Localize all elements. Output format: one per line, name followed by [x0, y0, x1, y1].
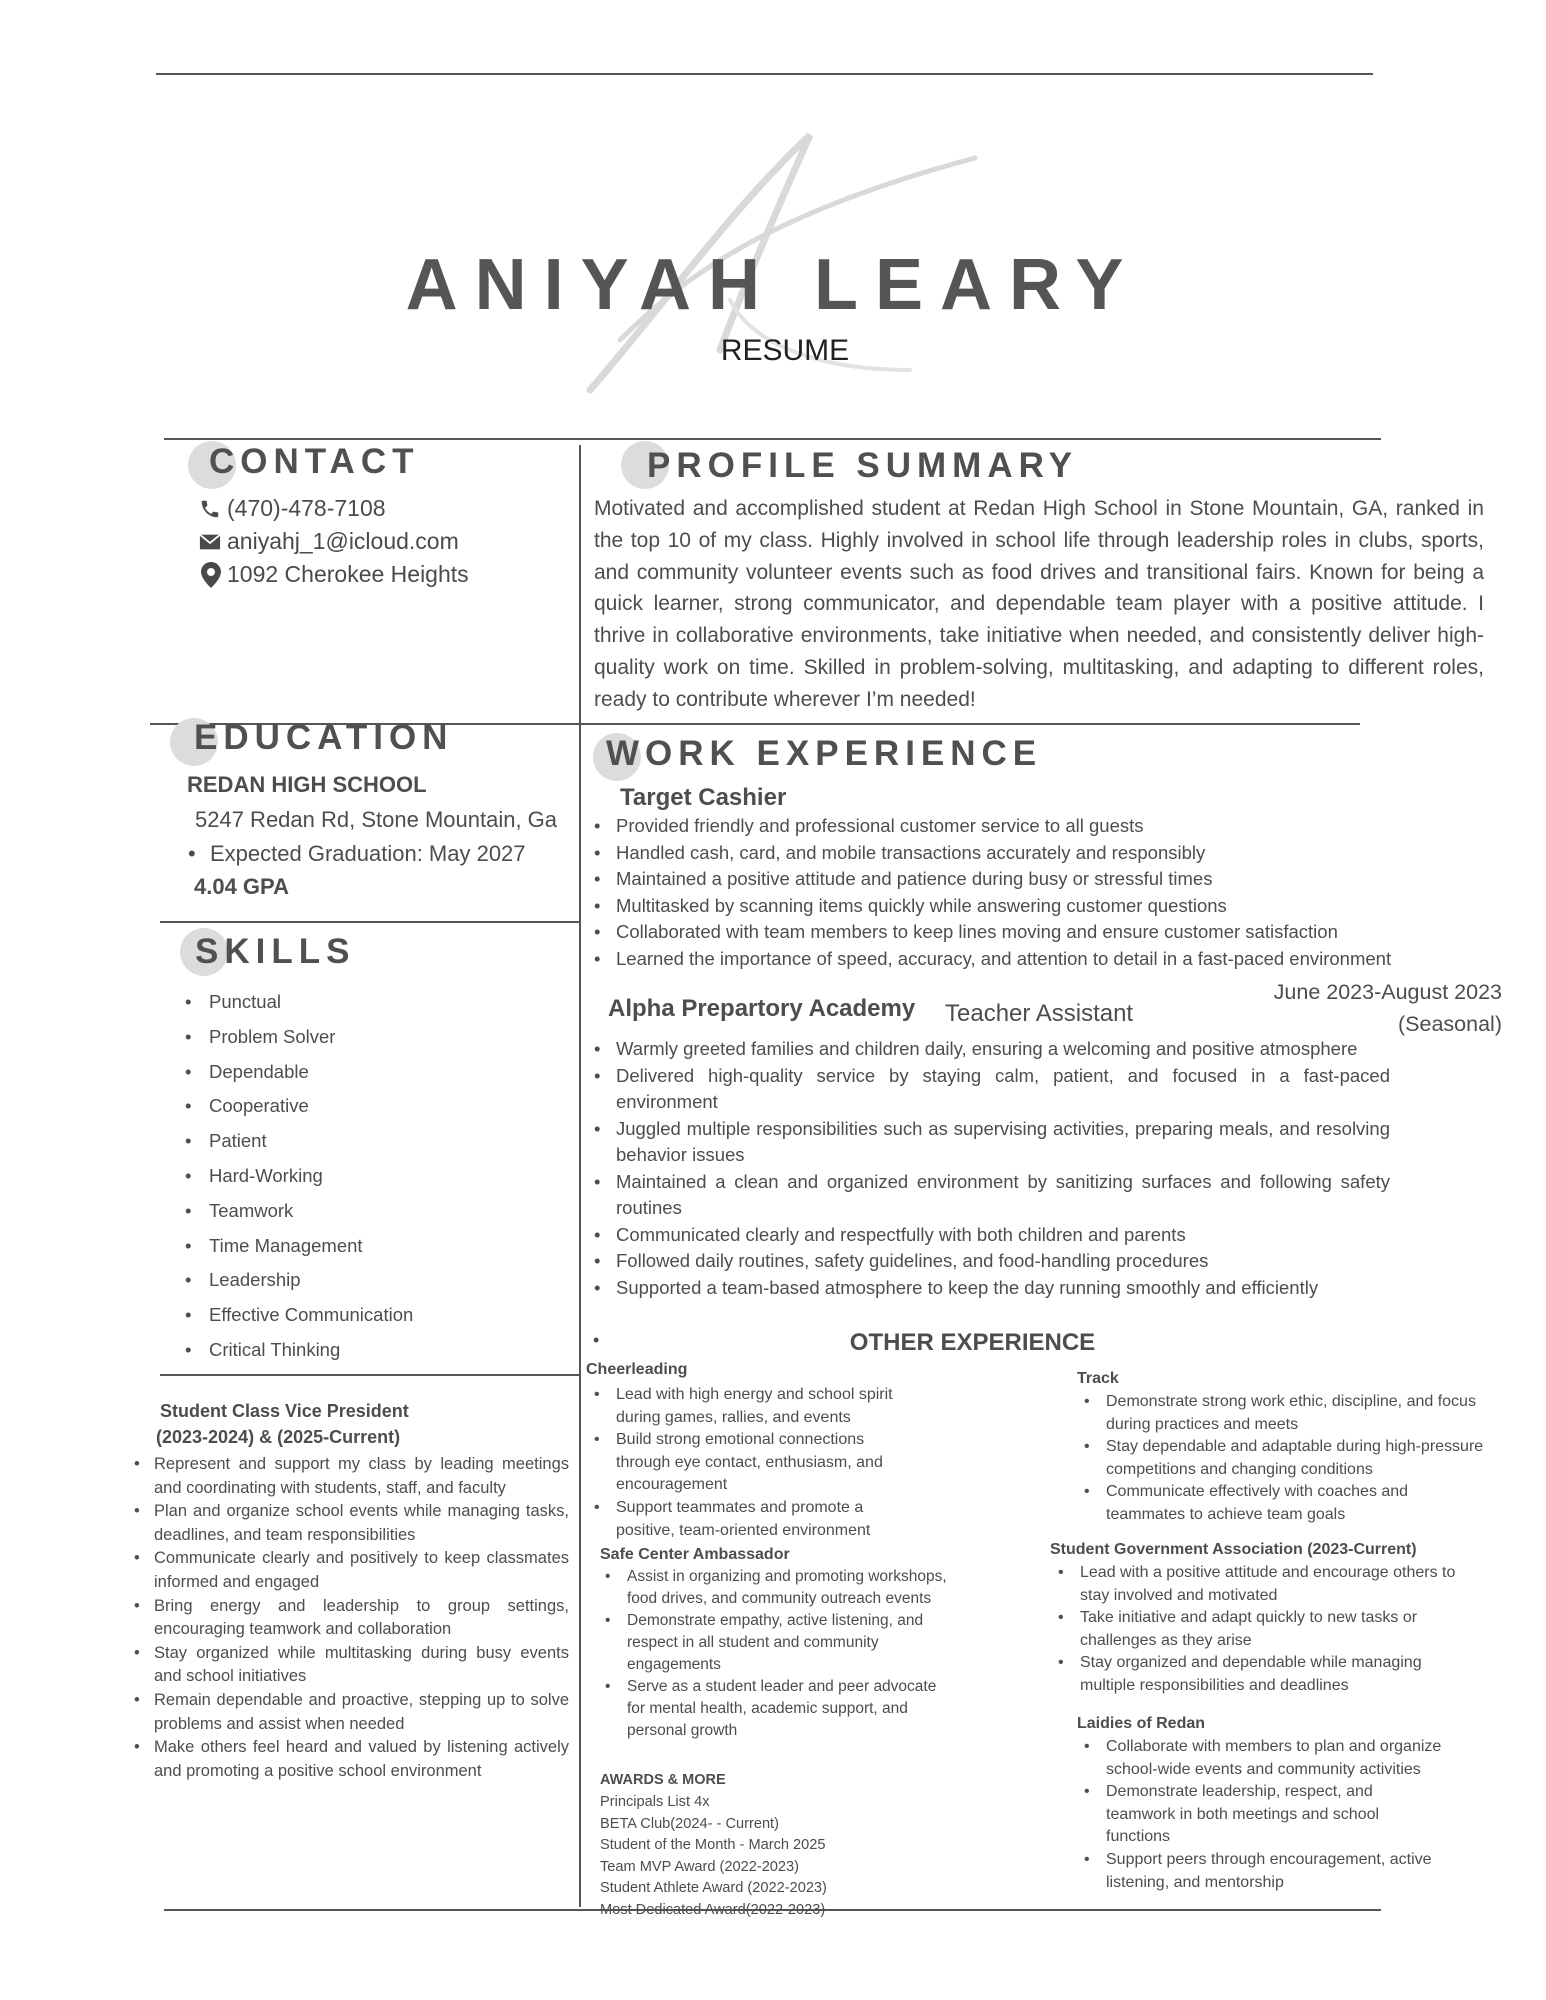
phone-text[interactable]: (470)-478-7108: [227, 495, 386, 521]
award-item: Principals List 4x: [600, 1794, 710, 1810]
email-text[interactable]: aniyahj_1@icloud.com: [227, 528, 459, 554]
location-pin-icon: [201, 562, 221, 588]
section-rule-top: [164, 438, 1381, 440]
contact-heading: CONTACT: [209, 442, 420, 481]
address-text: 1092 Cherokee Heights: [227, 561, 469, 587]
skills-list: [209, 985, 413, 1368]
vp-bullet: • Bring energy and leadership to group settings, encouraging teamwork and collaboration: [154, 1595, 569, 1642]
phone-icon: [199, 498, 221, 520]
laidies-bullet: • Support peers through encouragement, active listening, and mentorship: [1106, 1849, 1446, 1894]
job1-bullet: • Handled cash, card, and mobile transactions accurately and responsibly: [616, 840, 1496, 867]
work-heading: WORK EXPERIENCE: [606, 734, 1043, 773]
track-bullet: • Stay dependable and adaptable during high-pressure competitions and changing conditions: [1106, 1436, 1486, 1481]
vp-bullet: • Stay organized while multitasking during busy events and school initiatives: [154, 1642, 569, 1689]
award-item: BETA Club(2024- - Current): [600, 1815, 779, 1832]
laidies-bullet: • Collaborate with members to plan and organize school-wide events and community activities: [1106, 1736, 1446, 1781]
skill-item: • Punctual: [209, 985, 413, 1020]
job2-bullet: • Communicated clearly and respectfully with both children and parents: [616, 1222, 1390, 1249]
safe-center-bullet: • Assist in organizing and promoting workshops, food drives, and community outreach events: [627, 1566, 947, 1610]
award-item: Team MVP Award (2022-2023): [600, 1858, 800, 1875]
job1-bullet: • Multitasked by scanning items quickly while answering customer questions: [616, 893, 1496, 920]
job1-bullets: [616, 813, 1496, 972]
sga-bullet: • Stay organized and dependable while managing multiple responsibilities and deadlines: [1080, 1652, 1480, 1697]
sga-bullet: • Take initiative and adapt quickly to new tasks or challenges as they arise: [1080, 1607, 1480, 1652]
job2-bullet: • Followed daily routines, safety guidelines, and food-handling procedures: [616, 1248, 1390, 1275]
candidate-name: ANIYAH LEARY: [405, 245, 1141, 325]
skills-heading: SKILLS: [195, 932, 356, 971]
job2-dates: June 2023-August 2023: [1273, 980, 1502, 1004]
vp-bullet: • Make others feel heard and valued by listening actively and promoting a positive school environment: [154, 1736, 569, 1783]
skill-item: • Dependable: [209, 1055, 413, 1090]
skill-item: • Cooperative: [209, 1089, 413, 1124]
graduation-date: • Expected Graduation: May 2027: [210, 841, 526, 867]
vp-bullet: • Remain dependable and proactive, stepping up to solve problems and assist when needed: [154, 1689, 569, 1736]
job2-bullet: • Maintained a clean and organized environment by sanitizing surfaces and following safety routines: [616, 1169, 1390, 1222]
contact-address: [201, 561, 469, 588]
job2-bullet: • Juggled multiple responsibilities such as supervising activities, preparing meals, and resolving behavior issues: [616, 1116, 1390, 1169]
sga-bullet: • Lead with a positive attitude and encourage others to stay involved and motivated: [1080, 1562, 1480, 1607]
safe-center-bullets: [627, 1566, 947, 1742]
other-heading: OTHER EXPERIENCE: [849, 1329, 1096, 1356]
skill-item: • Time Management: [209, 1229, 413, 1264]
job1-bullet: • Maintained a positive attitude and patience during busy or stressful times: [616, 866, 1496, 893]
mail-icon: [199, 533, 221, 551]
job2-season: (Seasonal): [1398, 1012, 1502, 1036]
track-bullet: • Communicate effectively with coaches and teammates to achieve team goals: [1106, 1481, 1486, 1526]
job2-bullet: • Delivered high-quality service by staying calm, patient, and focused in a fast-paced environment: [616, 1063, 1390, 1116]
school-address: 5247 Redan Rd, Stone Mountain, Ga: [195, 807, 558, 832]
vp-bullets: [154, 1453, 569, 1783]
skill-item: • Patient: [209, 1124, 413, 1159]
contact-email: [199, 528, 459, 555]
award-item: Student of the Month - March 2025: [600, 1837, 826, 1853]
job2-employer: Alpha Prepartory Academy: [608, 995, 916, 1022]
track-bullets: [1106, 1391, 1486, 1527]
laidies-bullets: [1106, 1736, 1446, 1894]
skill-item: • Problem Solver: [209, 1020, 413, 1055]
job2-bullet: • Warmly greeted families and children daily, ensuring a welcoming and positive atmosphere: [616, 1036, 1390, 1063]
safe-center-bullet: • Demonstrate empathy, active listening, and respect in all student and community engagements: [627, 1610, 947, 1676]
skill-item: • Leadership: [209, 1263, 413, 1298]
vp-years: (2023-2024) & (2025-Current): [156, 1427, 401, 1447]
cheer-bullet: • Build strong emotional connections through eye contact, enthusiasm, and encouragement: [616, 1429, 916, 1497]
laidies-bullet: • Demonstrate leadership, respect, and teamwork in both meetings and school functions: [1106, 1781, 1446, 1849]
cheer-title: Cheerleading: [586, 1361, 688, 1378]
skill-item: • Effective Communication: [209, 1298, 413, 1333]
job1-bullet: • Collaborated with team members to keep lines moving and ensure customer satisfaction: [616, 919, 1496, 946]
award-item: Most Dedicated Award(2022-2023): [600, 1901, 826, 1918]
empty-bullet: •: [593, 1330, 600, 1350]
skill-item: • Hard-Working: [209, 1159, 413, 1194]
profile-heading: PROFILE SUMMARY: [647, 446, 1078, 485]
job1-title: Target Cashier: [620, 784, 787, 811]
top-rule: [156, 73, 1373, 75]
contact-phone: [199, 495, 386, 522]
graduation-list: [210, 841, 526, 867]
safe-center-title: Safe Center Ambassador: [600, 1546, 790, 1563]
job1-bullet: • Learned the importance of speed, accuracy, and attention to detail in a fast-paced environment: [616, 946, 1496, 973]
award-item: Student Athlete Award (2022-2023): [600, 1880, 827, 1896]
laidies-title: Laidies of Redan: [1077, 1715, 1206, 1732]
cheer-bullets: [616, 1384, 916, 1542]
school-name: REDAN HIGH SCHOOL: [187, 772, 427, 797]
column-divider: [579, 445, 581, 1907]
gpa: 4.04 GPA: [194, 874, 289, 899]
cheer-bullet: • Support teammates and promote a positive, team-oriented environment: [616, 1497, 916, 1542]
vp-bullet: • Plan and organize school events while managing tasks, deadlines, and team responsibilities: [154, 1500, 569, 1547]
vp-title: Student Class Vice President: [160, 1401, 409, 1421]
education-heading: EDUCATION: [194, 718, 454, 757]
awards-list: [600, 1792, 827, 1921]
rule-skills-bottom: [160, 1374, 580, 1376]
vp-bullet: • Communicate clearly and positively to keep classmates informed and engaged: [154, 1547, 569, 1594]
vp-bullet: • Represent and support my class by leading meetings and coordinating with students, staff, and faculty: [154, 1453, 569, 1500]
job2-role: Teacher Assistant: [945, 1000, 1134, 1027]
cheer-bullet: • Lead with high energy and school spirit during games, rallies, and events: [616, 1384, 916, 1429]
skill-item: • Teamwork: [209, 1194, 413, 1229]
skill-item: • Critical Thinking: [209, 1333, 413, 1368]
job2-bullet: • Supported a team-based atmosphere to keep the day running smoothly and efficiently: [616, 1275, 1390, 1302]
resume-subtitle: RESUME: [720, 334, 850, 367]
rule-education-bottom: [160, 921, 580, 923]
track-title: Track: [1077, 1370, 1119, 1387]
sga-title: Student Government Association (2023-Current): [1050, 1541, 1417, 1558]
track-bullet: • Demonstrate strong work ethic, discipline, and focus during practices and meets: [1106, 1391, 1486, 1436]
job1-bullet: • Provided friendly and professional customer service to all guests: [616, 813, 1496, 840]
sga-bullets: [1080, 1562, 1480, 1698]
job2-bullets: [616, 1036, 1390, 1301]
safe-center-bullet: • Serve as a student leader and peer advocate for mental health, academic support, and personal growth: [627, 1676, 947, 1742]
profile-text: Motivated and accomplished student at Redan High School in Stone Mountain, GA, ranked in the top 10 of my class. Highly involved in school life through leadership roles in clubs, sports, and community volunteer events such as food drives and transitional fairs. Known for being a quick learner, strong communicator, and dependable team player with a positive attitude. I thrive in collaborative environments, take initiative when needed, and consistently deliver high-quality work on time. Skilled in problem-solving, multitasking, and adapting to different roles, ready to contribute wherever I’m needed!: [594, 497, 1484, 711]
awards-title: AWARDS & MORE: [600, 1772, 726, 1788]
